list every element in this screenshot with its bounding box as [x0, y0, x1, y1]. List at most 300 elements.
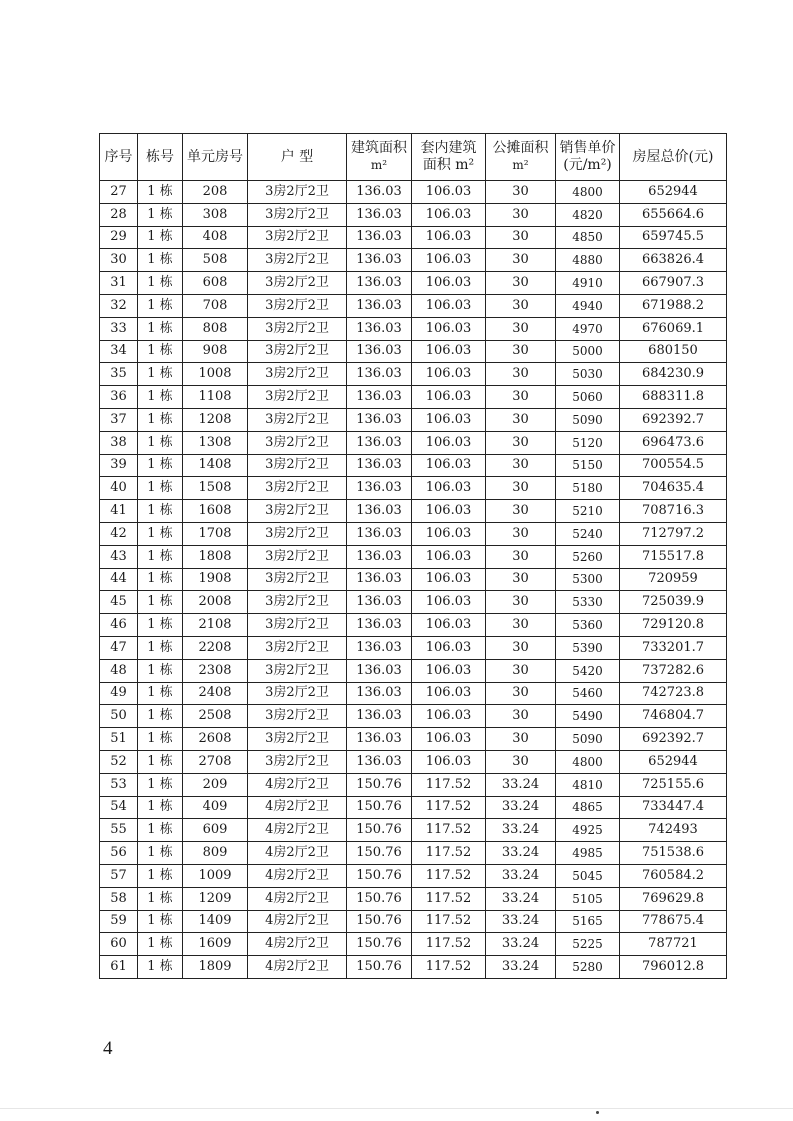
- unit-price-cell: 5460: [556, 682, 620, 705]
- header-seq: 序号: [100, 134, 138, 181]
- inner-area-cell: 106.03: [412, 340, 486, 363]
- inner-area-cell: 106.03: [412, 659, 486, 682]
- shared-area-cell: 33.24: [486, 819, 556, 842]
- building-cell: 1 栋: [138, 819, 183, 842]
- unit-price-cell: 5225: [556, 933, 620, 956]
- total-price-cell: 676069.1: [620, 317, 727, 340]
- gross-area-cell: 136.03: [347, 705, 412, 728]
- shared-area-cell: 33.24: [486, 773, 556, 796]
- total-price-cell: 700554.5: [620, 454, 727, 477]
- layout-cell: 4房2厅2卫: [248, 773, 347, 796]
- total-price-cell: 652944: [620, 181, 727, 204]
- seq-cell: 58: [100, 887, 138, 910]
- gross-area-cell: 136.03: [347, 659, 412, 682]
- building-cell: 1 栋: [138, 408, 183, 431]
- seq-cell: 40: [100, 477, 138, 500]
- price-table: [99, 133, 727, 979]
- gross-area-cell: 136.03: [347, 591, 412, 614]
- unit-price-cell: 5030: [556, 363, 620, 386]
- layout-cell: 3房2厅2卫: [248, 545, 347, 568]
- unit-price-cell: 5150: [556, 454, 620, 477]
- gross-area-cell: 136.03: [347, 340, 412, 363]
- unit-price-cell: 4820: [556, 203, 620, 226]
- unit-cell: 1408: [183, 454, 248, 477]
- unit-cell: 508: [183, 249, 248, 272]
- total-price-cell: 733201.7: [620, 636, 727, 659]
- table-row: [100, 454, 727, 477]
- header-gross-area-line1: 建筑面积: [351, 140, 407, 156]
- unit-cell: 1308: [183, 431, 248, 454]
- seq-cell: 55: [100, 819, 138, 842]
- seq-cell: 37: [100, 408, 138, 431]
- building-cell: 1 栋: [138, 636, 183, 659]
- gross-area-cell: 136.03: [347, 454, 412, 477]
- seq-cell: 50: [100, 705, 138, 728]
- unit-cell: 1009: [183, 864, 248, 887]
- layout-cell: 3房2厅2卫: [248, 477, 347, 500]
- shared-area-cell: 30: [486, 682, 556, 705]
- shared-area-cell: 30: [486, 477, 556, 500]
- layout-cell: 4房2厅2卫: [248, 864, 347, 887]
- total-price-cell: 692392.7: [620, 728, 727, 751]
- building-cell: 1 栋: [138, 477, 183, 500]
- unit-price-cell: 5300: [556, 568, 620, 591]
- building-cell: 1 栋: [138, 500, 183, 523]
- inner-area-cell: 117.52: [412, 887, 486, 910]
- table-row: [100, 682, 727, 705]
- table-row: [100, 750, 727, 773]
- seq-cell: 56: [100, 842, 138, 865]
- unit-cell: 209: [183, 773, 248, 796]
- layout-cell: 3房2厅2卫: [248, 340, 347, 363]
- unit-cell: 1608: [183, 500, 248, 523]
- table-row: [100, 249, 727, 272]
- inner-area-cell: 106.03: [412, 477, 486, 500]
- seq-cell: 54: [100, 796, 138, 819]
- unit-price-cell: 5090: [556, 408, 620, 431]
- unit-cell: 2408: [183, 682, 248, 705]
- unit-price-cell: 4970: [556, 317, 620, 340]
- seq-cell: 49: [100, 682, 138, 705]
- building-cell: 1 栋: [138, 728, 183, 751]
- unit-cell: 408: [183, 226, 248, 249]
- unit-price-cell: 4800: [556, 750, 620, 773]
- header-inner-area-line1: 套内建筑: [420, 140, 477, 156]
- inner-area-cell: 106.03: [412, 249, 486, 272]
- table-row: [100, 705, 727, 728]
- layout-cell: 3房2厅2卫: [248, 363, 347, 386]
- table-row: [100, 340, 727, 363]
- seq-cell: 44: [100, 568, 138, 591]
- inner-area-cell: 106.03: [412, 272, 486, 295]
- building-cell: 1 栋: [138, 796, 183, 819]
- total-price-cell: 652944: [620, 750, 727, 773]
- total-price-cell: 663826.4: [620, 249, 727, 272]
- total-price-cell: 778675.4: [620, 910, 727, 933]
- inner-area-cell: 117.52: [412, 773, 486, 796]
- building-cell: 1 栋: [138, 249, 183, 272]
- seq-cell: 31: [100, 272, 138, 295]
- layout-cell: 3房2厅2卫: [248, 294, 347, 317]
- unit-price-cell: 5360: [556, 614, 620, 637]
- gross-area-cell: 136.03: [347, 408, 412, 431]
- gross-area-cell: 136.03: [347, 728, 412, 751]
- table-row: [100, 659, 727, 682]
- gross-area-cell: 150.76: [347, 933, 412, 956]
- unit-cell: 2208: [183, 636, 248, 659]
- layout-cell: 3房2厅2卫: [248, 272, 347, 295]
- layout-cell: 3房2厅2卫: [248, 522, 347, 545]
- inner-area-cell: 117.52: [412, 819, 486, 842]
- gross-area-cell: 136.03: [347, 363, 412, 386]
- building-cell: 1 栋: [138, 363, 183, 386]
- layout-cell: 3房2厅2卫: [248, 249, 347, 272]
- total-price-cell: 680150: [620, 340, 727, 363]
- building-cell: 1 栋: [138, 226, 183, 249]
- gross-area-cell: 136.03: [347, 750, 412, 773]
- layout-cell: 3房2厅2卫: [248, 500, 347, 523]
- building-cell: 1 栋: [138, 272, 183, 295]
- table-row: [100, 477, 727, 500]
- layout-cell: 3房2厅2卫: [248, 591, 347, 614]
- gross-area-cell: 150.76: [347, 773, 412, 796]
- unit-price-cell: 4940: [556, 294, 620, 317]
- table-body: [100, 181, 727, 979]
- unit-price-cell: 5000: [556, 340, 620, 363]
- total-price-cell: 769629.8: [620, 887, 727, 910]
- unit-price-cell: 5280: [556, 956, 620, 979]
- unit-cell: 1609: [183, 933, 248, 956]
- unit-price-cell: 5180: [556, 477, 620, 500]
- building-cell: 1 栋: [138, 568, 183, 591]
- gross-area-cell: 150.76: [347, 796, 412, 819]
- gross-area-cell: 136.03: [347, 203, 412, 226]
- layout-cell: 3房2厅2卫: [248, 682, 347, 705]
- seq-cell: 46: [100, 614, 138, 637]
- shared-area-cell: 30: [486, 568, 556, 591]
- total-price-cell: 742723.8: [620, 682, 727, 705]
- shared-area-cell: 33.24: [486, 910, 556, 933]
- unit-price-cell: 5090: [556, 728, 620, 751]
- total-price-cell: 715517.8: [620, 545, 727, 568]
- unit-cell: 1508: [183, 477, 248, 500]
- unit-cell: 1008: [183, 363, 248, 386]
- inner-area-cell: 106.03: [412, 386, 486, 409]
- inner-area-cell: 106.03: [412, 408, 486, 431]
- table-row: [100, 226, 727, 249]
- unit-cell: 708: [183, 294, 248, 317]
- shared-area-cell: 30: [486, 614, 556, 637]
- table-row: [100, 591, 727, 614]
- gross-area-cell: 136.03: [347, 226, 412, 249]
- unit-price-cell: 4850: [556, 226, 620, 249]
- total-price-cell: 796012.8: [620, 956, 727, 979]
- shared-area-cell: 33.24: [486, 887, 556, 910]
- total-price-cell: 692392.7: [620, 408, 727, 431]
- shared-area-cell: 30: [486, 591, 556, 614]
- unit-cell: 1209: [183, 887, 248, 910]
- unit-cell: 809: [183, 842, 248, 865]
- layout-cell: 3房2厅2卫: [248, 454, 347, 477]
- shared-area-cell: 30: [486, 203, 556, 226]
- unit-cell: 2108: [183, 614, 248, 637]
- inner-area-cell: 106.03: [412, 682, 486, 705]
- unit-cell: 2008: [183, 591, 248, 614]
- building-cell: 1 栋: [138, 317, 183, 340]
- seq-cell: 42: [100, 522, 138, 545]
- total-price-cell: 751538.6: [620, 842, 727, 865]
- total-price-cell: 725039.9: [620, 591, 727, 614]
- table-row: [100, 864, 727, 887]
- unit-price-cell: 4925: [556, 819, 620, 842]
- unit-price-cell: 4985: [556, 842, 620, 865]
- gross-area-cell: 136.03: [347, 614, 412, 637]
- total-price-cell: 659745.5: [620, 226, 727, 249]
- unit-cell: 808: [183, 317, 248, 340]
- shared-area-cell: 30: [486, 545, 556, 568]
- unit-cell: 2608: [183, 728, 248, 751]
- shared-area-cell: 30: [486, 705, 556, 728]
- table-row: [100, 933, 727, 956]
- building-cell: 1 栋: [138, 386, 183, 409]
- building-cell: 1 栋: [138, 181, 183, 204]
- table-row: [100, 203, 727, 226]
- table-row: [100, 181, 727, 204]
- total-price-cell: 760584.2: [620, 864, 727, 887]
- unit-price-cell: 5260: [556, 545, 620, 568]
- seq-cell: 27: [100, 181, 138, 204]
- layout-cell: 4房2厅2卫: [248, 887, 347, 910]
- layout-cell: 4房2厅2卫: [248, 819, 347, 842]
- seq-cell: 32: [100, 294, 138, 317]
- unit-price-cell: 5120: [556, 431, 620, 454]
- building-cell: 1 栋: [138, 545, 183, 568]
- gross-area-cell: 136.03: [347, 477, 412, 500]
- unit-price-cell: 5490: [556, 705, 620, 728]
- gross-area-cell: 136.03: [347, 249, 412, 272]
- building-cell: 1 栋: [138, 203, 183, 226]
- unit-cell: 1808: [183, 545, 248, 568]
- header-gross-area: [347, 134, 412, 181]
- inner-area-cell: 106.03: [412, 431, 486, 454]
- table-row: [100, 842, 727, 865]
- layout-cell: 3房2厅2卫: [248, 705, 347, 728]
- seq-cell: 60: [100, 933, 138, 956]
- gross-area-cell: 136.03: [347, 294, 412, 317]
- gross-area-cell: 136.03: [347, 431, 412, 454]
- seq-cell: 43: [100, 545, 138, 568]
- building-cell: 1 栋: [138, 910, 183, 933]
- table-row: [100, 910, 727, 933]
- shared-area-cell: 30: [486, 226, 556, 249]
- layout-cell: 4房2厅2卫: [248, 933, 347, 956]
- shared-area-cell: 30: [486, 500, 556, 523]
- total-price-cell: 720959: [620, 568, 727, 591]
- layout-cell: 4房2厅2卫: [248, 796, 347, 819]
- total-price-cell: 688311.8: [620, 386, 727, 409]
- layout-cell: 3房2厅2卫: [248, 636, 347, 659]
- gross-area-cell: 136.03: [347, 386, 412, 409]
- shared-area-cell: 30: [486, 408, 556, 431]
- total-price-cell: 742493: [620, 819, 727, 842]
- shared-area-cell: 30: [486, 636, 556, 659]
- shared-area-cell: 30: [486, 431, 556, 454]
- table-row: [100, 363, 727, 386]
- seq-cell: 53: [100, 773, 138, 796]
- header-shared-area: [486, 134, 556, 181]
- unit-price-cell: 5045: [556, 864, 620, 887]
- shared-area-cell: 30: [486, 386, 556, 409]
- layout-cell: 3房2厅2卫: [248, 203, 347, 226]
- header-unit-price: [556, 134, 620, 181]
- unit-cell: 1208: [183, 408, 248, 431]
- shared-area-cell: 30: [486, 317, 556, 340]
- unit-cell: 2308: [183, 659, 248, 682]
- total-price-cell: 708716.3: [620, 500, 727, 523]
- unit-price-cell: 5105: [556, 887, 620, 910]
- unit-cell: 908: [183, 340, 248, 363]
- layout-cell: 3房2厅2卫: [248, 317, 347, 340]
- gross-area-cell: 136.03: [347, 568, 412, 591]
- gross-area-cell: 136.03: [347, 181, 412, 204]
- seq-cell: 57: [100, 864, 138, 887]
- seq-cell: 30: [100, 249, 138, 272]
- building-cell: 1 栋: [138, 454, 183, 477]
- seq-cell: 47: [100, 636, 138, 659]
- table-row: [100, 431, 727, 454]
- inner-area-cell: 106.03: [412, 181, 486, 204]
- building-cell: 1 栋: [138, 294, 183, 317]
- total-price-cell: 746804.7: [620, 705, 727, 728]
- table-row: [100, 294, 727, 317]
- seq-cell: 61: [100, 956, 138, 979]
- seq-cell: 45: [100, 591, 138, 614]
- unit-cell: 1809: [183, 956, 248, 979]
- building-cell: 1 栋: [138, 933, 183, 956]
- total-price-cell: 667907.3: [620, 272, 727, 295]
- unit-price-cell: 4910: [556, 272, 620, 295]
- shared-area-cell: 30: [486, 728, 556, 751]
- inner-area-cell: 106.03: [412, 203, 486, 226]
- unit-price-cell: 4810: [556, 773, 620, 796]
- shared-area-cell: 30: [486, 340, 556, 363]
- building-cell: 1 栋: [138, 682, 183, 705]
- total-price-cell: 655664.6: [620, 203, 727, 226]
- inner-area-cell: 106.03: [412, 545, 486, 568]
- unit-cell: 2708: [183, 750, 248, 773]
- table-row: [100, 545, 727, 568]
- shared-area-cell: 30: [486, 659, 556, 682]
- building-cell: 1 栋: [138, 842, 183, 865]
- scan-speck: [596, 1111, 599, 1114]
- unit-price-cell: 5210: [556, 500, 620, 523]
- table-header: [100, 134, 727, 181]
- total-price-cell: 725155.6: [620, 773, 727, 796]
- building-cell: 1 栋: [138, 431, 183, 454]
- unit-cell: 609: [183, 819, 248, 842]
- unit-cell: 208: [183, 181, 248, 204]
- shared-area-cell: 30: [486, 294, 556, 317]
- total-price-cell: 696473.6: [620, 431, 727, 454]
- table-row: [100, 568, 727, 591]
- unit-cell: 409: [183, 796, 248, 819]
- table-row: [100, 819, 727, 842]
- unit-cell: 1908: [183, 568, 248, 591]
- gross-area-cell: 150.76: [347, 910, 412, 933]
- unit-price-cell: 5060: [556, 386, 620, 409]
- gross-area-cell: 150.76: [347, 956, 412, 979]
- seq-cell: 35: [100, 363, 138, 386]
- building-cell: 1 栋: [138, 522, 183, 545]
- table-row: [100, 773, 727, 796]
- layout-cell: 4房2厅2卫: [248, 956, 347, 979]
- building-cell: 1 栋: [138, 705, 183, 728]
- unit-cell: 1108: [183, 386, 248, 409]
- shared-area-cell: 33.24: [486, 956, 556, 979]
- total-price-cell: 704635.4: [620, 477, 727, 500]
- building-cell: 1 栋: [138, 591, 183, 614]
- header-total-price: 房屋总价(元): [620, 134, 727, 181]
- total-price-cell: 684230.9: [620, 363, 727, 386]
- seq-cell: 48: [100, 659, 138, 682]
- inner-area-cell: 106.03: [412, 500, 486, 523]
- layout-cell: 3房2厅2卫: [248, 431, 347, 454]
- table-row: [100, 636, 727, 659]
- layout-cell: 4房2厅2卫: [248, 910, 347, 933]
- inner-area-cell: 106.03: [412, 226, 486, 249]
- building-cell: 1 栋: [138, 887, 183, 910]
- shared-area-cell: 30: [486, 181, 556, 204]
- seq-cell: 36: [100, 386, 138, 409]
- table-row: [100, 728, 727, 751]
- unit-price-cell: 5330: [556, 591, 620, 614]
- inner-area-cell: 106.03: [412, 636, 486, 659]
- total-price-cell: 787721: [620, 933, 727, 956]
- inner-area-cell: 106.03: [412, 614, 486, 637]
- unit-price-cell: 5165: [556, 910, 620, 933]
- inner-area-cell: 106.03: [412, 591, 486, 614]
- table-row: [100, 408, 727, 431]
- inner-area-cell: 117.52: [412, 842, 486, 865]
- gross-area-cell: 150.76: [347, 864, 412, 887]
- gross-area-cell: 136.03: [347, 317, 412, 340]
- building-cell: 1 栋: [138, 956, 183, 979]
- header-unit-price-line2: (元/m²): [563, 157, 612, 173]
- unit-price-cell: 4865: [556, 796, 620, 819]
- building-cell: 1 栋: [138, 659, 183, 682]
- shared-area-cell: 30: [486, 750, 556, 773]
- layout-cell: 4房2厅2卫: [248, 842, 347, 865]
- header-inner-area: [412, 134, 486, 181]
- layout-cell: 3房2厅2卫: [248, 614, 347, 637]
- shared-area-cell: 30: [486, 272, 556, 295]
- seq-cell: 29: [100, 226, 138, 249]
- gross-area-cell: 136.03: [347, 545, 412, 568]
- table-row: [100, 317, 727, 340]
- shared-area-cell: 30: [486, 522, 556, 545]
- shared-area-cell: 33.24: [486, 933, 556, 956]
- table-row: [100, 386, 727, 409]
- inner-area-cell: 106.03: [412, 317, 486, 340]
- unit-price-cell: 5420: [556, 659, 620, 682]
- unit-price-cell: 4800: [556, 181, 620, 204]
- building-cell: 1 栋: [138, 750, 183, 773]
- seq-cell: 41: [100, 500, 138, 523]
- seq-cell: 52: [100, 750, 138, 773]
- table-row: [100, 272, 727, 295]
- header-inner-area-line2: 面积 m²: [422, 157, 475, 173]
- inner-area-cell: 106.03: [412, 705, 486, 728]
